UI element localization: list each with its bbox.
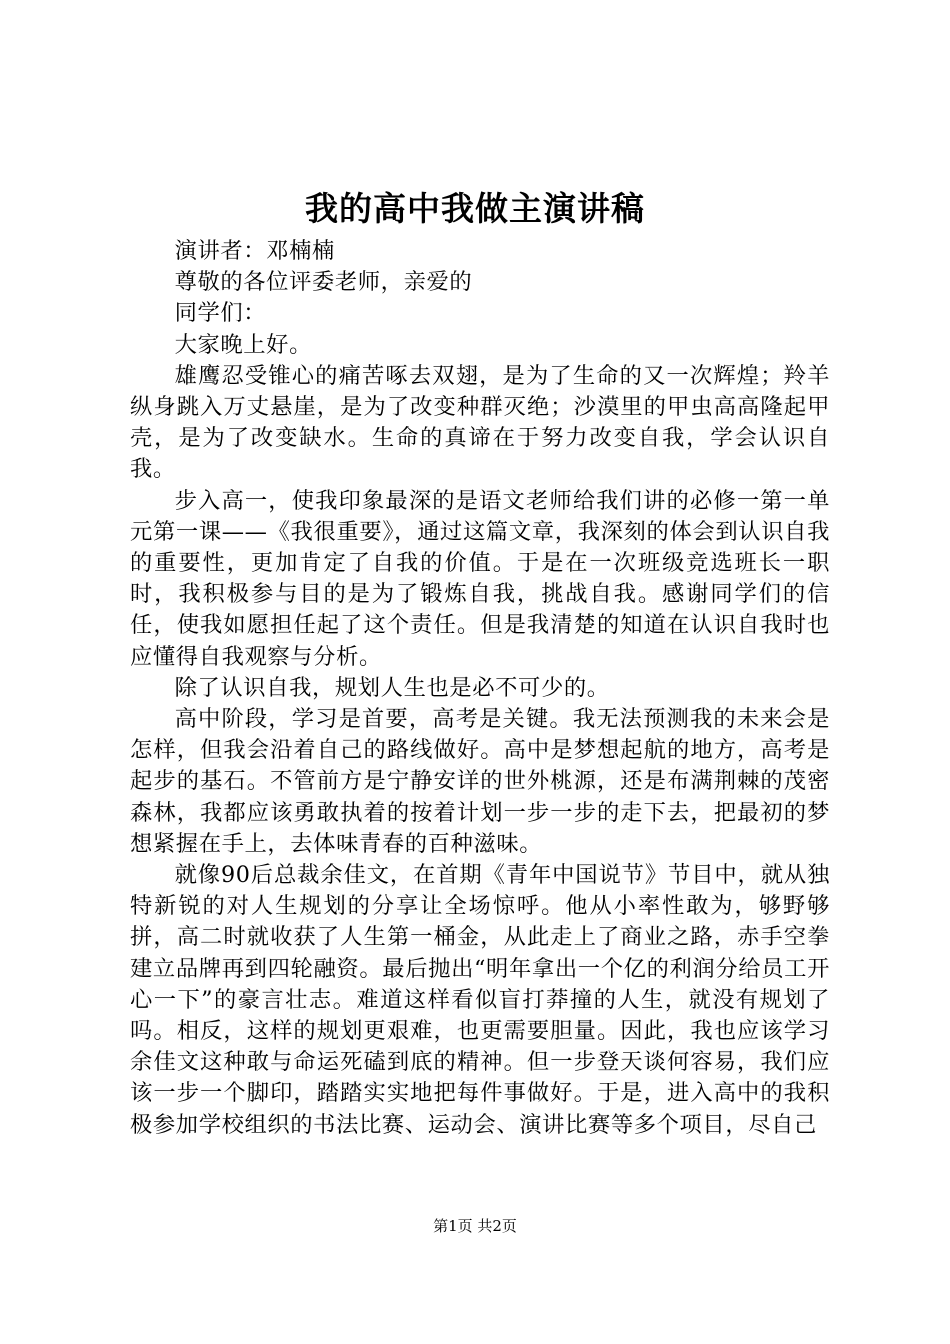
paragraph-body: 高中阶段，学习是首要，高考是关键。我无法预测我的未来会是怎样，但我会沿着自己的路线做好。高中是梦想起航的地方，高考是起步的基石。不管前方是宁静安详的世外桃源，还是布满荆棘的茂密森林，我都应该勇敢执着的按着计划一步一步的走下去，把最初的梦想紧握在手上，去体味青春的百种滋味。	[130, 706, 830, 857]
page-footer: 第1页 共2页	[433, 1217, 517, 1235]
paragraph-body: 雄鹰忍受锥心的痛苦啄去双翅，是为了生命的又一次辉煌；羚羊纵身跳入万丈悬崖，是为了改变种群灭绝；沙漠里的甲虫高高隆起甲壳，是为了改变缺水。生命的真谛在于努力改变自我，学会认识自我。	[130, 362, 830, 483]
document-title: 我的高中我做主演讲稿	[305, 189, 645, 228]
paragraph-greeting: 大家晚上好。	[174, 331, 312, 358]
paragraph-salutation-cont: 同学们：	[174, 300, 267, 327]
paragraph-body: 步入高一，使我印象最深的是语文老师给我们讲的必修一第一单元第一课——《我很重要》，通过这篇文章，我深刻的体会到认识自我的重要性，更加肯定了自我的价值。于是在一次班级竞选班长一职时，我积极参与目的是为了锻炼自我，挑战自我。感谢同学们的信任，使我如愿担任起了这个责任。但是我清楚的知道在认识自我时也应懂得自我观察与分析。	[130, 487, 830, 670]
paragraph-speaker: 演讲者：邓楠楠	[174, 238, 335, 264]
paragraph-body: 除了认识自我，规划人生也是必不可少的。	[174, 674, 610, 701]
paragraph-salutation: 尊敬的各位评委老师，亲爱的	[174, 269, 473, 296]
paragraph-body: 就像90后总裁余佳文，在首期《青年中国说节》节目中，就从独特新锐的对人生规划的分享让全场惊呼。他从小率性敢为，够野够拼，高二时就收获了人生第一桶金，从此走上了商业之路，赤手空拳建立品牌再到四轮融资。最后抛出“明年拿出一个亿的利润分给员工开心一下”的豪言壮志。难道这样看似盲打莽撞的人生，就没有规划了吗。相反，这样的规划更艰难，也更需要胆量。因此，我也应该学习余佳文这种敢与命运死磕到底的精神。但一步登天谈何容易，我们应该一步一个脚印，踏踏实实地把每件事做好。于是，进入高中的我积极参加学校组织的书法比赛、运动会、演讲比赛等多个项目，尽自己	[130, 862, 830, 1138]
document-body	[130, 236, 830, 1141]
